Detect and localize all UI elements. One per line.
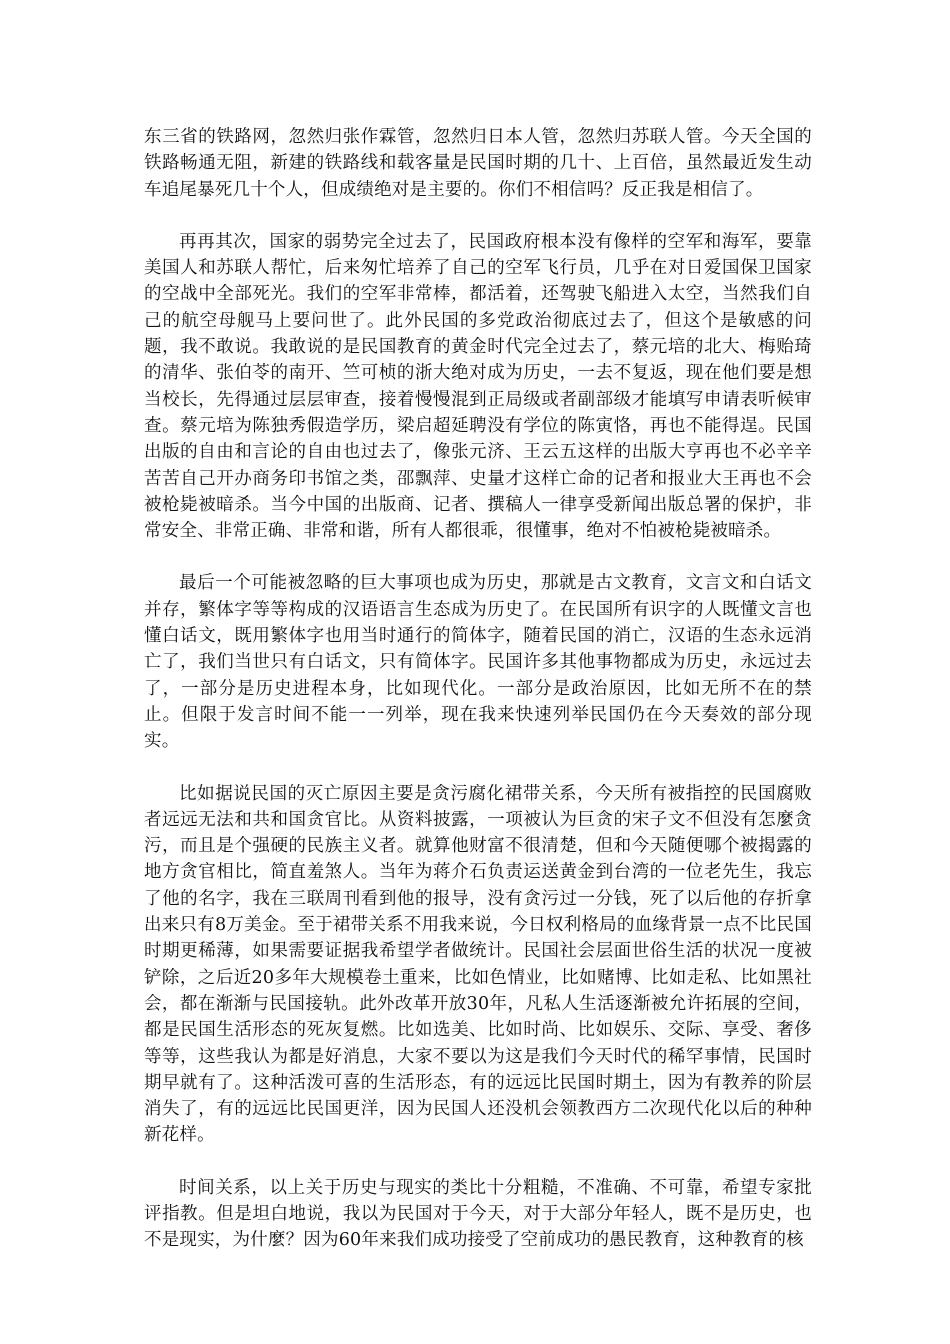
paragraph-military-education-press: 再再其次，国家的弱势完全过去了，民国政府根本没有像样的空军和海军，要靠美国人和苏联人帮忙，后来匆忙培养了自己的空军飞行员，几乎在对日爱国保卫国家的空战中全部死光。我们的空军非常棒，都活着，还驾驶飞船进入太空，当然我们自己的航空母舰马上要问世了。此外民国的多党政治彻底过去了，但这个是敏感的问题，我不敢说。我敢说的是民国教育的黄金时代完全过去了，蔡元培的北大、梅贻琦的清华、张伯苓的南开、竺可桢的浙大绝对成为历史，一去不复返，现在他们要是想当校长，先得通过层层审查，接着慢慢混到正局级或者副部级才能填写申请表听候审查。蔡元培为陈独秀假造学历，梁启超延聘没有学位的陈寅恪，再也不能得逞。民国出版的自由和言论的自由也过去了，像张元济、王云五这样的出版大亨再也不必辛辛苦苦自己开办商务印书馆之类，邵飘萍、史量才这样亡命的记者和报业大王再也不会被枪毙被暗杀。当今中国的出版商、记者、撰稿人一律享受新闻出版总署的保护，非常安全、非常正确、非常和谐，所有人都很乖，很懂事，绝对不怕被枪毙被暗杀。 [144,231,812,542]
document-page [144,124,812,1280]
paragraph-railways: 东三省的铁路网，忽然归张作霖管，忽然归日本人管，忽然归苏联人管。今天全国的铁路畅通无阻，新建的铁路线和载客量是民国时期的几十、上百倍，虽然最近发生动车追尾暴死几十个人，但成绩绝对是主要的。你们不相信吗？反正我是相信了。 [144,127,812,200]
paragraph-corruption-society: 比如据说民国的灭亡原因主要是贪污腐化裙带关系，今天所有被指控的民国腐败者远远无法和共和国贪官比。从资料披露，一项被认为巨贪的宋子文不但没有怎麼贪污，而且是个强硬的民族主义者。就算他财富不很清楚，但和今天随便哪个被揭露的地方贪官相比，简直羞煞人。当年为蒋介石负责运送黄金到台湾的一位老先生，我忘了他的名字，我在三联周刊看到他的报导，没有贪污过一分钱，死了以后他的存折拿出来只有8万美金。至于裙带关系不用我来说，今日权利格局的血缘背景一点不比民国时期更稀薄，如果需要证据我希望学者做统计。民国社会层面世俗生活的状况一度被铲除，之后近20多年大规模卷土重来，比如色情业，比如赌博、比如走私、比如黑社会，都在渐渐与民国接轨。此外改革开放30年，凡私人生活逐渐被允许拓展的空间，都是民国生活形态的死灰复燃。比如选美、比如时尚、比如娱乐、交际、享受、奢侈等等，这些我认为都是好消息，大家不要以为这是我们今天时代的稀罕事情，民国时期早就有了。这种活泼可喜的生活形态，有的远远比民国时期土，因为有教养的阶层消失了，有的远远比民国更洋，因为民国人还没机会领教西方二次现代化以后的种种新花样。 [144,783,812,1146]
paragraph-conclusion: 时间关系，以上关于历史与现实的类比十分粗糙，不准确、不可靠，希望专家批评指教。但是坦白地说，我以为民国对于今天，对于大部分年轻人，既不是历史，也不是现实，为什麼？因为60年来我们成功接受了空前成功的愚民教育，这种教育的核 [144,1177,812,1251]
paragraph-classical-language: 最后一个可能被忽略的巨大事项也成为历史，那就是古文教育，文言文和白话文并存，繁体字等等构成的汉语语言生态成为历史了。在民国所有识字的人既懂文言也懂白话文，既用繁体字也用当时通行的简体字，随着民国的消亡，汉语的生态永远消亡了，我们当世只有白话文，只有简体字。民国许多其他事物都成为历史，永远过去了，一部分是历史进程本身，比如现代化。一部分是政治原因，比如无所不在的禁止。但限于发言时间不能一一列举，现在我来快速列举民国仍在今天奏效的部分现实。 [144,573,812,752]
